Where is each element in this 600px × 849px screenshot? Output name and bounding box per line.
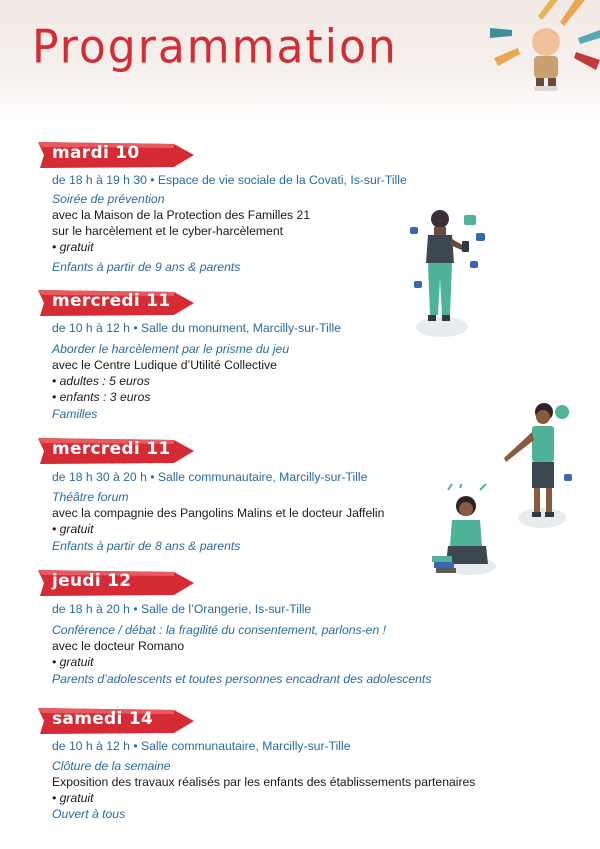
price-bullet: • gratuit <box>52 655 94 669</box>
description-line: avec la Maison de la Protection des Familles 21 <box>52 208 311 222</box>
description-line: avec le Centre Ludique d’Utilité Collective <box>52 358 277 372</box>
sad-girl-sitting-illustration <box>430 484 504 580</box>
price-bullet: • gratuit <box>52 240 94 254</box>
audience: Ouvert à tous <box>52 807 126 821</box>
day-banner <box>38 706 194 736</box>
day-banner <box>38 568 194 598</box>
audience: Familles <box>52 407 98 421</box>
price-bullet: • adultes : 5 euros <box>52 374 150 388</box>
day-banner <box>38 140 194 170</box>
day-label: samedi 14 <box>52 709 154 729</box>
day-banner <box>38 288 194 318</box>
event-subtitle: Théâtre forum <box>52 490 129 504</box>
price-bullet: • gratuit <box>52 522 94 536</box>
day-banner <box>38 436 194 466</box>
audience: Enfants à partir de 9 ans & parents <box>52 260 241 274</box>
page-title: Programmation <box>32 20 398 75</box>
event-subtitle: Clôture de la semaine <box>52 759 171 773</box>
description-line: sur le harcèlement et le cyber-harcèlement <box>52 224 283 238</box>
time-place: de 18 h 30 à 20 h • Salle communautaire, Marcilly-sur-Tille <box>52 470 368 484</box>
time-place: de 10 h à 12 h • Salle du monument, Marcilly-sur-Tille <box>52 321 341 335</box>
day-label: mercredi 11 <box>52 439 171 459</box>
time-place: de 10 h à 12 h • Salle communautaire, Marcilly-sur-Tille <box>52 739 351 753</box>
header-band <box>0 0 600 118</box>
audience: Parents d’adolescents et toutes personnes encadrant des adolescents <box>52 672 432 686</box>
price-bullet: • gratuit <box>52 791 94 805</box>
kid-pointed-at-illustration <box>490 0 600 95</box>
description-line: avec le docteur Romano <box>52 639 185 653</box>
price-bullet: • enfants : 3 euros <box>52 390 151 404</box>
event-subtitle: Conférence / débat : la fragilité du consentement, parlons-en ! <box>52 623 387 637</box>
event-subtitle: Aborder le harcèlement par le prisme du jeu <box>52 342 290 356</box>
time-place: de 18 h à 19 h 30 • Espace de vie sociale de la Covati, Is-sur-Tille <box>52 173 407 187</box>
girl-with-phone-illustration <box>404 205 494 343</box>
time-place: de 18 h à 20 h • Salle de l’Orangerie, Is-sur-Tille <box>52 602 312 616</box>
day-label: jeudi 12 <box>52 571 132 591</box>
day-label: mercredi 11 <box>52 291 171 311</box>
day-label: mardi 10 <box>52 143 140 163</box>
event-subtitle: Soirée de prévention <box>52 192 165 206</box>
boy-pointing-illustration <box>500 400 580 532</box>
audience: Enfants à partir de 8 ans & parents <box>52 539 241 553</box>
description-line: Exposition des travaux réalisés par les enfants des établissements partenaires <box>52 775 476 789</box>
description-line: avec la compagnie des Pangolins Malins et le docteur Jaffelin <box>52 506 385 520</box>
